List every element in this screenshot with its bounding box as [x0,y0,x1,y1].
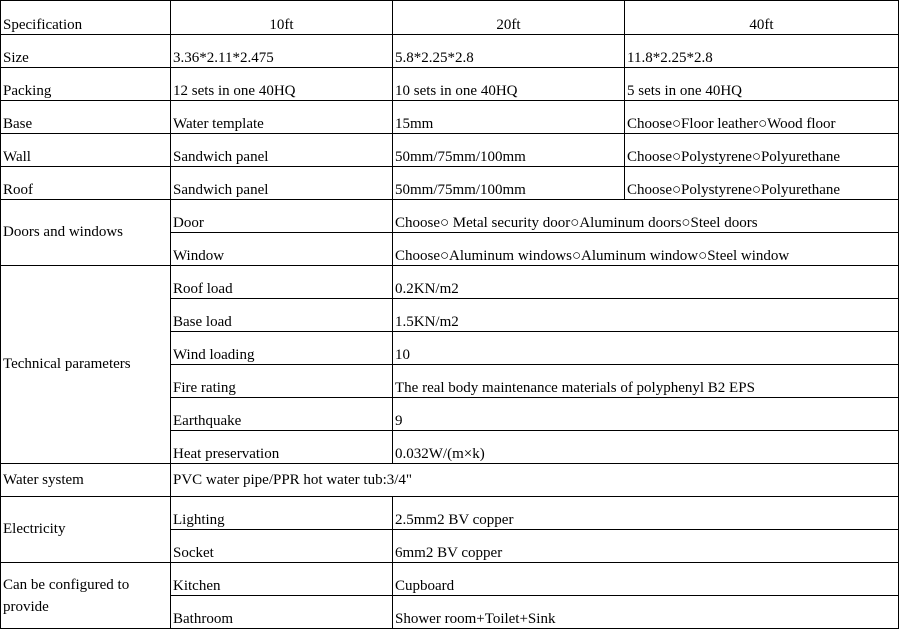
config-row [1,563,899,596]
technical-row-label: Base load [171,299,393,332]
technical-row-value: 9 [393,398,899,431]
roof-row [1,167,899,200]
roof-20ft: 50mm/75mm/100mm [393,167,625,200]
wall-20ft: 50mm/75mm/100mm [393,134,625,167]
roof-label: Roof [1,167,171,200]
technical-row-label: Wind loading [171,332,393,365]
door-row [1,200,899,233]
wall-row [1,134,899,167]
config-row-value: Cupboard [393,563,899,596]
window-label: Window [171,233,393,266]
door-label: Door [171,200,393,233]
roof-10ft: Sandwich panel [171,167,393,200]
packing-20ft: 10 sets in one 40HQ [393,68,625,101]
technical-row-value: 1.5KN/m2 [393,299,899,332]
technical-row-value: 0.032W/(m×k) [393,431,899,464]
doors-windows-label: Doors and windows [1,200,171,266]
technical-label: Technical parameters [1,266,171,464]
header-40ft: 40ft [625,1,899,35]
header-20ft: 20ft [393,1,625,35]
wall-10ft: Sandwich panel [171,134,393,167]
packing-40ft: 5 sets in one 40HQ [625,68,899,101]
config-row-label: Bathroom [171,596,393,629]
size-label: Size [1,35,171,68]
base-row [1,101,899,134]
technical-row-value: 10 [393,332,899,365]
technical-row-label: Heat preservation [171,431,393,464]
technical-row-label: Roof load [171,266,393,299]
size-row [1,35,899,68]
header-specification: Specification [1,1,171,35]
technical-row [1,266,899,299]
config-row-label: Kitchen [171,563,393,596]
base-40ft: Choose○Floor leather○Wood floor [625,101,899,134]
electricity-row-label: Socket [171,530,393,563]
window-value: Choose○Aluminum windows○Aluminum window○Steel window [393,233,899,266]
electricity-label: Electricity [1,497,171,563]
water-label: Water system [1,464,171,497]
wall-label: Wall [1,134,171,167]
technical-row-value: The real body maintenance materials of polyphenyl B2 EPS [393,365,899,398]
config-row-value: Shower room+Toilet+Sink [393,596,899,629]
base-label: Base [1,101,171,134]
technical-row-label: Earthquake [171,398,393,431]
technical-row-label: Fire rating [171,365,393,398]
electricity-row-value: 2.5mm2 BV copper [393,497,899,530]
base-10ft: Water template [171,101,393,134]
header-row [1,1,899,35]
packing-10ft: 12 sets in one 40HQ [171,68,393,101]
size-10ft: 3.36*2.11*2.475 [171,35,393,68]
size-20ft: 5.8*2.25*2.8 [393,35,625,68]
wall-40ft: Choose○Polystyrene○Polyurethane [625,134,899,167]
water-value: PVC water pipe/PPR hot water tub:3/4" [171,464,899,497]
packing-row [1,68,899,101]
door-value: Choose○ Metal security door○Aluminum doors○Steel doors [393,200,899,233]
config-label: Can be configured to provide [1,563,171,629]
electricity-row-label: Lighting [171,497,393,530]
base-20ft: 15mm [393,101,625,134]
electricity-row [1,497,899,530]
roof-40ft: Choose○Polystyrene○Polyurethane [625,167,899,200]
size-40ft: 11.8*2.25*2.8 [625,35,899,68]
header-10ft: 10ft [171,1,393,35]
technical-row-value: 0.2KN/m2 [393,266,899,299]
electricity-row-value: 6mm2 BV copper [393,530,899,563]
packing-label: Packing [1,68,171,101]
water-row [1,464,899,497]
